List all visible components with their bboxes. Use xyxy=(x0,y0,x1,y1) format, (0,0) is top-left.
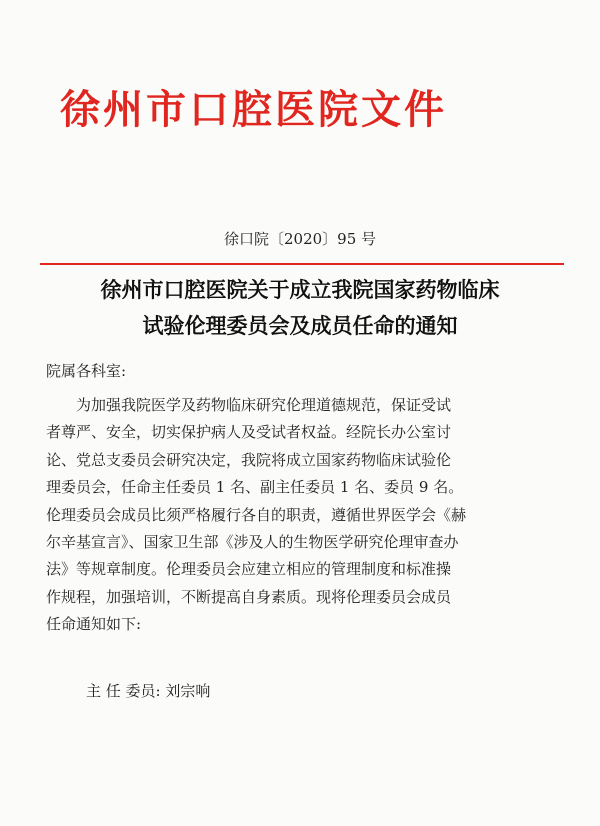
document-number: 徐口院〔2020〕95 号 xyxy=(223,230,377,248)
notice-title xyxy=(30,272,570,344)
red-divider-line xyxy=(40,263,564,265)
body-line: 理委员会，任命主任委员 1 名、副主任委员 1 名、委员 9 名。 xyxy=(46,478,464,497)
body-line: 论、党总支委员会研究决定，我院将成立国家药物临床试验伦 xyxy=(46,450,452,469)
director-appointment: 主 任 委员: 刘宗响 xyxy=(86,682,211,700)
body-line: 任命通知如下: xyxy=(46,615,142,634)
body-line: 者尊严、安全，切实保护病人及受试者权益。经院长办公室讨 xyxy=(46,423,452,442)
body-line: 伦理委员会成员比须严格履行各自的职责，遵循世界医学会《赫 xyxy=(46,505,467,524)
body-line: 法》等规章制度。伦理委员会应建立相应的管理制度和标准操 xyxy=(46,560,452,579)
notice-title-line-2: 试验伦理委员会及成员任命的通知 xyxy=(142,314,458,338)
notice-title-line-1: 徐州市口腔医院关于成立我院国家药物临床 xyxy=(100,278,500,302)
body-line: 作规程，加强培训，不断提高自身素质。现将伦理委员会成员 xyxy=(46,587,452,606)
salutation: 院属各科室: xyxy=(46,362,127,380)
body-line: 尔辛基宣言》、国家卫生部《涉及人的生物医学研究伦理审查办 xyxy=(46,533,459,552)
body-paragraph xyxy=(46,392,552,639)
document-header-title: 徐州市口腔医院文件 xyxy=(60,87,447,133)
body-line: 为加强我院医学及药物临床研究伦理道德规范，保证受试 xyxy=(76,396,452,414)
